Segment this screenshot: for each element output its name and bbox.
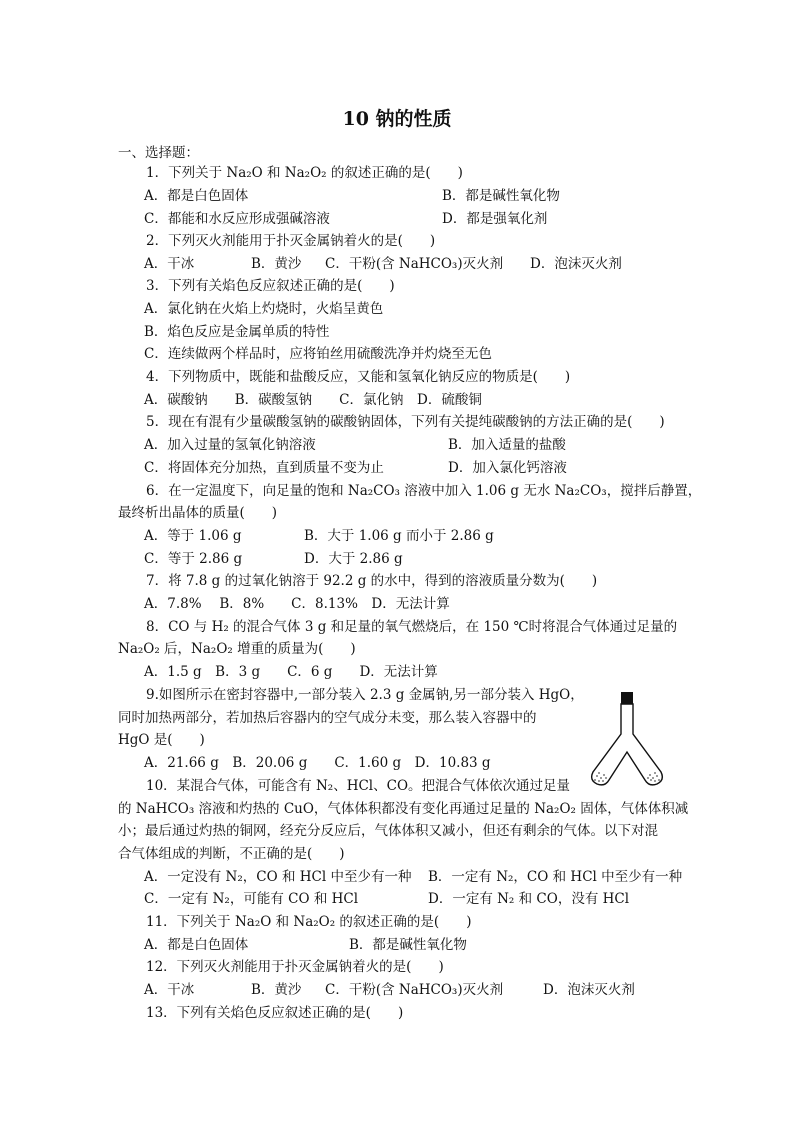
option-3b: B．焰色反应是金属单质的特性: [144, 324, 330, 340]
option-2d: D．泡沫灭火剂: [530, 256, 622, 272]
question-8-cont: Na₂O₂ 后，Na₂O₂ 增重的质量为( ): [118, 641, 356, 657]
y-tube-figure: [587, 690, 667, 790]
option-6a: A．等于 1.06 g: [144, 528, 242, 544]
y-tube-outline: [592, 704, 663, 785]
option-2b: B．黄沙: [251, 256, 302, 272]
section-heading: 一、选择题：: [118, 145, 199, 161]
option-5a: A．加入过量的氢氧化钠溶液: [144, 437, 316, 453]
option-1a: A．都是白色固体: [144, 188, 249, 204]
option-12c: C．干粉(含 NaHCO₃)灭火剂: [325, 982, 504, 998]
option-6b: B．大于 1.06 g 而小于 2.86 g: [304, 528, 494, 544]
page-title: 10 钠的性质: [342, 108, 452, 130]
option-5b: B．加入适量的盐酸: [448, 437, 566, 453]
question-8: 8．CO 与 H₂ 的混合气体 3 g 和足量的氧气燃烧后，在 150 ℃时将混合气体通过足量的: [146, 619, 678, 635]
option-10d: D．一定有 N₂ 和 CO，没有 HCl: [428, 891, 630, 907]
option-1d: D．都是强氧化剂: [442, 211, 548, 227]
question-10-cont3: 合气体组成的判断，不正确的是( ): [118, 846, 345, 862]
question-9-cont1: 同时加热两部分，若加热后容器内的空气成分未变，那么装入容器中的: [118, 710, 537, 726]
option-5c: C．将固体充分加热，直到质量不变为止: [144, 460, 384, 476]
option-12d: D．泡沫灭火剂: [543, 982, 635, 998]
question-9: 9.如图所示在密封容器中,一部分装入 2.3 g 金属钠,另一部分装入 HgO，: [146, 687, 584, 703]
option-11b: B．都是碱性氧化物: [349, 937, 467, 953]
option-6d: D．大于 2.86 g: [304, 551, 403, 567]
left-sample: [594, 772, 607, 782]
option-2a: A．干冰: [144, 256, 195, 272]
question-13: 13．下列有关焰色反应叙述正确的是( ): [146, 1005, 404, 1021]
question-7: 7．将 7.8 g 的过氧化钠溶于 92.2 g 的水中，得到的溶液质量分数为( ): [146, 573, 598, 589]
options-4: A．碳酸钠 B．碳酸氢钠 C．氯化钠 D．硫酸铜: [144, 392, 482, 408]
options-7: A．7.8% B．8% C．8.13% D．无法计算: [144, 596, 450, 612]
question-9-cont2: HgO 是( ): [118, 732, 205, 748]
option-12a: A．干冰: [144, 982, 195, 998]
option-6c: C．等于 2.86 g: [144, 551, 243, 567]
options-8: A．1.5 g B．3 g C．6 g D．无法计算: [144, 664, 438, 680]
question-3: 3．下列有关焰色反应叙述正确的是( ): [146, 278, 395, 294]
option-2c: C．干粉(含 NaHCO₃)灭火剂: [325, 256, 504, 272]
option-3a: A．氯化钠在火焰上灼烧时，火焰呈黄色: [144, 301, 384, 317]
option-10b: B．一定有 N₂，CO 和 HCl 中至少有一种: [428, 869, 683, 885]
question-11: 11．下列关于 Na₂O 和 Na₂O₂ 的叙述正确的是( ): [146, 914, 472, 930]
right-sample: [647, 772, 660, 782]
option-10c: C．一定有 N₂，可能有 CO 和 HCl: [144, 891, 359, 907]
option-5d: D．加入氯化钙溶液: [448, 460, 567, 476]
question-12: 12．下列灭火剂能用于扑灭金属钠着火的是( ): [146, 959, 444, 975]
question-10-cont1: 的 NaHCO₃ 溶液和灼热的 CuO，气体体积都没有变化再通过足量的 Na₂O₂ 固体，气体体积减: [118, 801, 689, 817]
question-4: 4．下列物质中，既能和盐酸反应，又能和氢氧化钠反应的物质是( ): [146, 369, 571, 385]
question-10-cont2: 小；最后通过灼热的铜网，经充分反应后，气体体积又减小，但还有剩余的气体。以下对混: [118, 823, 658, 839]
option-10a: A．一定没有 N₂，CO 和 HCl 中至少有一种: [144, 869, 412, 885]
option-1c: C．都能和水反应形成强碱溶液: [144, 211, 330, 227]
option-12b: B．黄沙: [251, 982, 302, 998]
question-2: 2．下列灭火剂能用于扑灭金属钠着火的是( ): [146, 233, 436, 249]
options-9: A．21.66 g B．20.06 g C．1.60 g D．10.83 g: [144, 755, 491, 771]
question-10: 10．某混合气体，可能含有 N₂、HCl、CO。把混合气体依次通过足量: [146, 778, 571, 794]
question-1: 1．下列关于 Na₂O 和 Na₂O₂ 的叙述正确的是( ): [146, 165, 463, 181]
option-11a: A．都是白色固体: [144, 937, 249, 953]
option-1b: B．都是碱性氧化物: [442, 188, 560, 204]
question-6-cont: 最终析出晶体的质量( ): [118, 505, 278, 521]
tube-stopper: [621, 692, 633, 704]
question-5: 5．现在有混有少量碳酸氢钠的碳酸钠固体，下列有关提纯碳酸钠的方法正确的是( ): [146, 414, 665, 430]
option-3c: C．连续做两个样品时，应将铂丝用硫酸洗净并灼烧至无色: [144, 346, 492, 362]
question-6: 6．在一定温度下，向足量的饱和 Na₂CO₃ 溶液中加入 1.06 g 无水 Na₂CO₃，搅拌后静置，: [146, 483, 702, 499]
